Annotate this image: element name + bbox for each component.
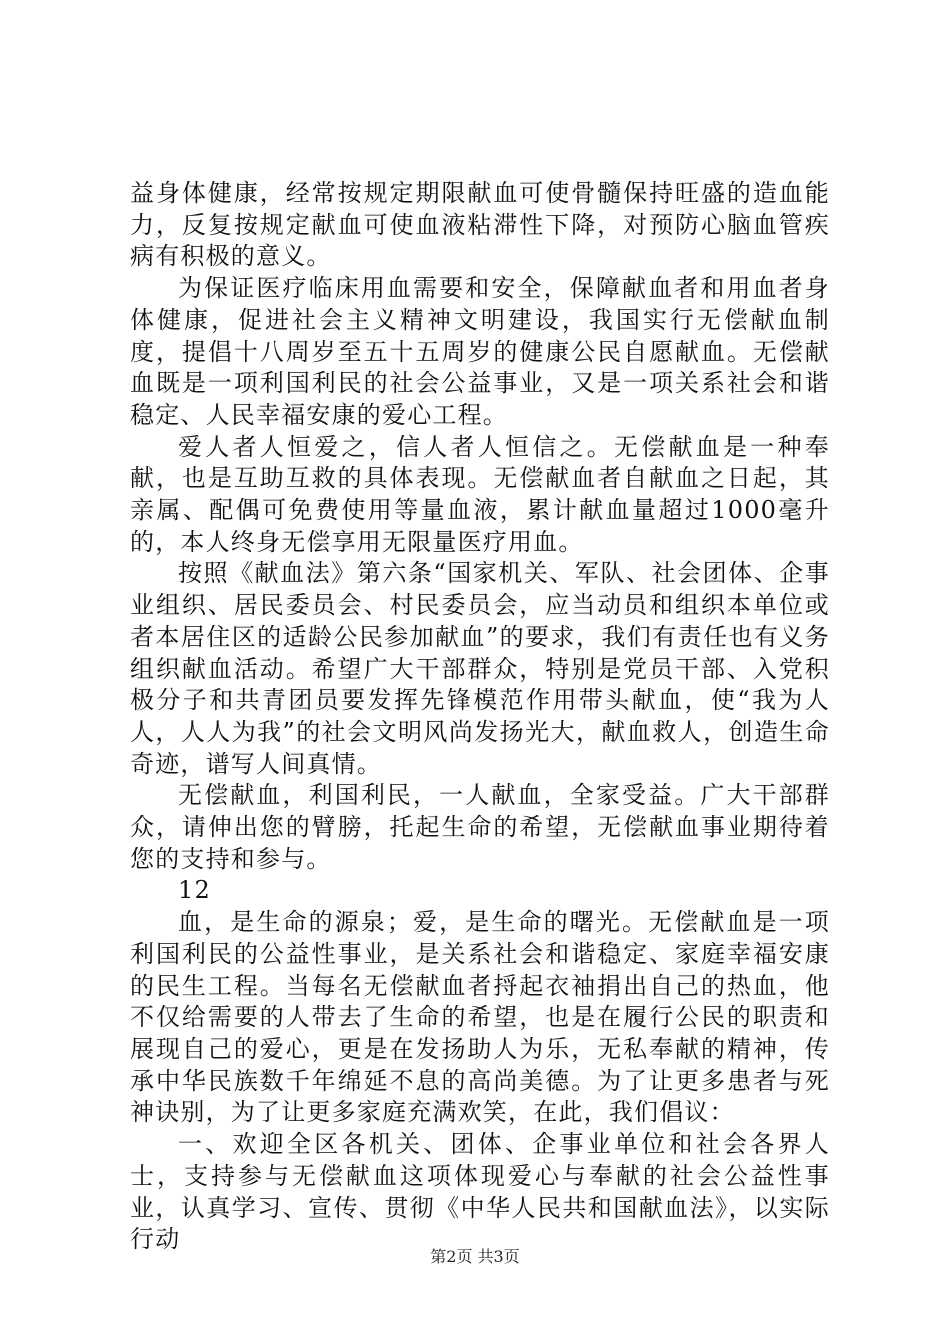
paragraph: 血，是生命的源泉；爱，是生命的曙光。无偿献血是一项利国利民的公益性事业，是关系社会和谐稳定、家庭幸福安康的民生工程。当每名无偿献血者捋起衣袖捐出自己的热血，他不仅给需要的人带去了生命的希望，也是在履行公民的职责和展现自己的爱心，更是在发扬助人为乐，无私奉献的精神，传承中华民族数千年绵延不息的高尚美德。为了让更多患者与死神诀别，为了让更多家庭充满欢笑，在此，我们倡议： — [130, 908, 830, 1127]
paragraph: 按照《献血法》第六条“国家机关、军队、社会团体、企事业组织、居民委员会、村民委员会，应当动员和组织本单位或者本居住区的适龄公民参加献血”的要求，我们有责任也有义务组织献血活动。希望广大干部群众，特别是党员干部、入党积极分子和共青团员要发挥先锋模范作用带头献血，使“我为人人，人人为我”的社会文明风尚发扬光大，献血救人，创造生命奇迹，谱写人间真情。 — [130, 559, 830, 778]
page-footer: 第2页 共3页 — [430, 1247, 520, 1266]
section-number: 12 — [178, 876, 211, 905]
paragraph-continued: 益身体健康，经常按规定期限献血可使骨髓保持旺盛的造血能力，反复按规定献血可使血液粘滞性下降，对预防心脑血管疾病有积极的意义。 — [130, 179, 830, 271]
paragraph: 一、欢迎全区各机关、团体、企事业单位和社会各界人士，支持参与无偿献血这项体现爱心与奉献的社会公益性事业，认真学习、宣传、贯彻《中华人民共和国献血法》，以实际行动 — [130, 1130, 830, 1254]
paragraph: 无偿献血，利国利民，一人献血，全家受益。广大干部群众，请伸出您的臂膀，托起生命的希望，无偿献血事业期待着您的支持和参与。 — [130, 781, 830, 873]
paragraph: 爱人者人恒爱之，信人者人恒信之。无偿献血是一种奉献，也是互助互救的具体表现。无偿献血者自献血之日起，其亲属、配偶可免费使用等量血液，累计献血量超过1000毫升的，本人终身无偿享用无限量医疗用血。 — [130, 432, 830, 556]
document-body — [130, 178, 830, 1256]
paragraph: 为保证医疗临床用血需要和安全，保障献血者和用血者身体健康，促进社会主义精神文明建设，我国实行无偿献血制度，提倡十八周岁至五十五周岁的健康公民自愿献血。无偿献血既是一项利国利民的社会公益事业，又是一项关系社会和谐稳定、人民幸福安康的爱心工程。 — [130, 274, 830, 429]
